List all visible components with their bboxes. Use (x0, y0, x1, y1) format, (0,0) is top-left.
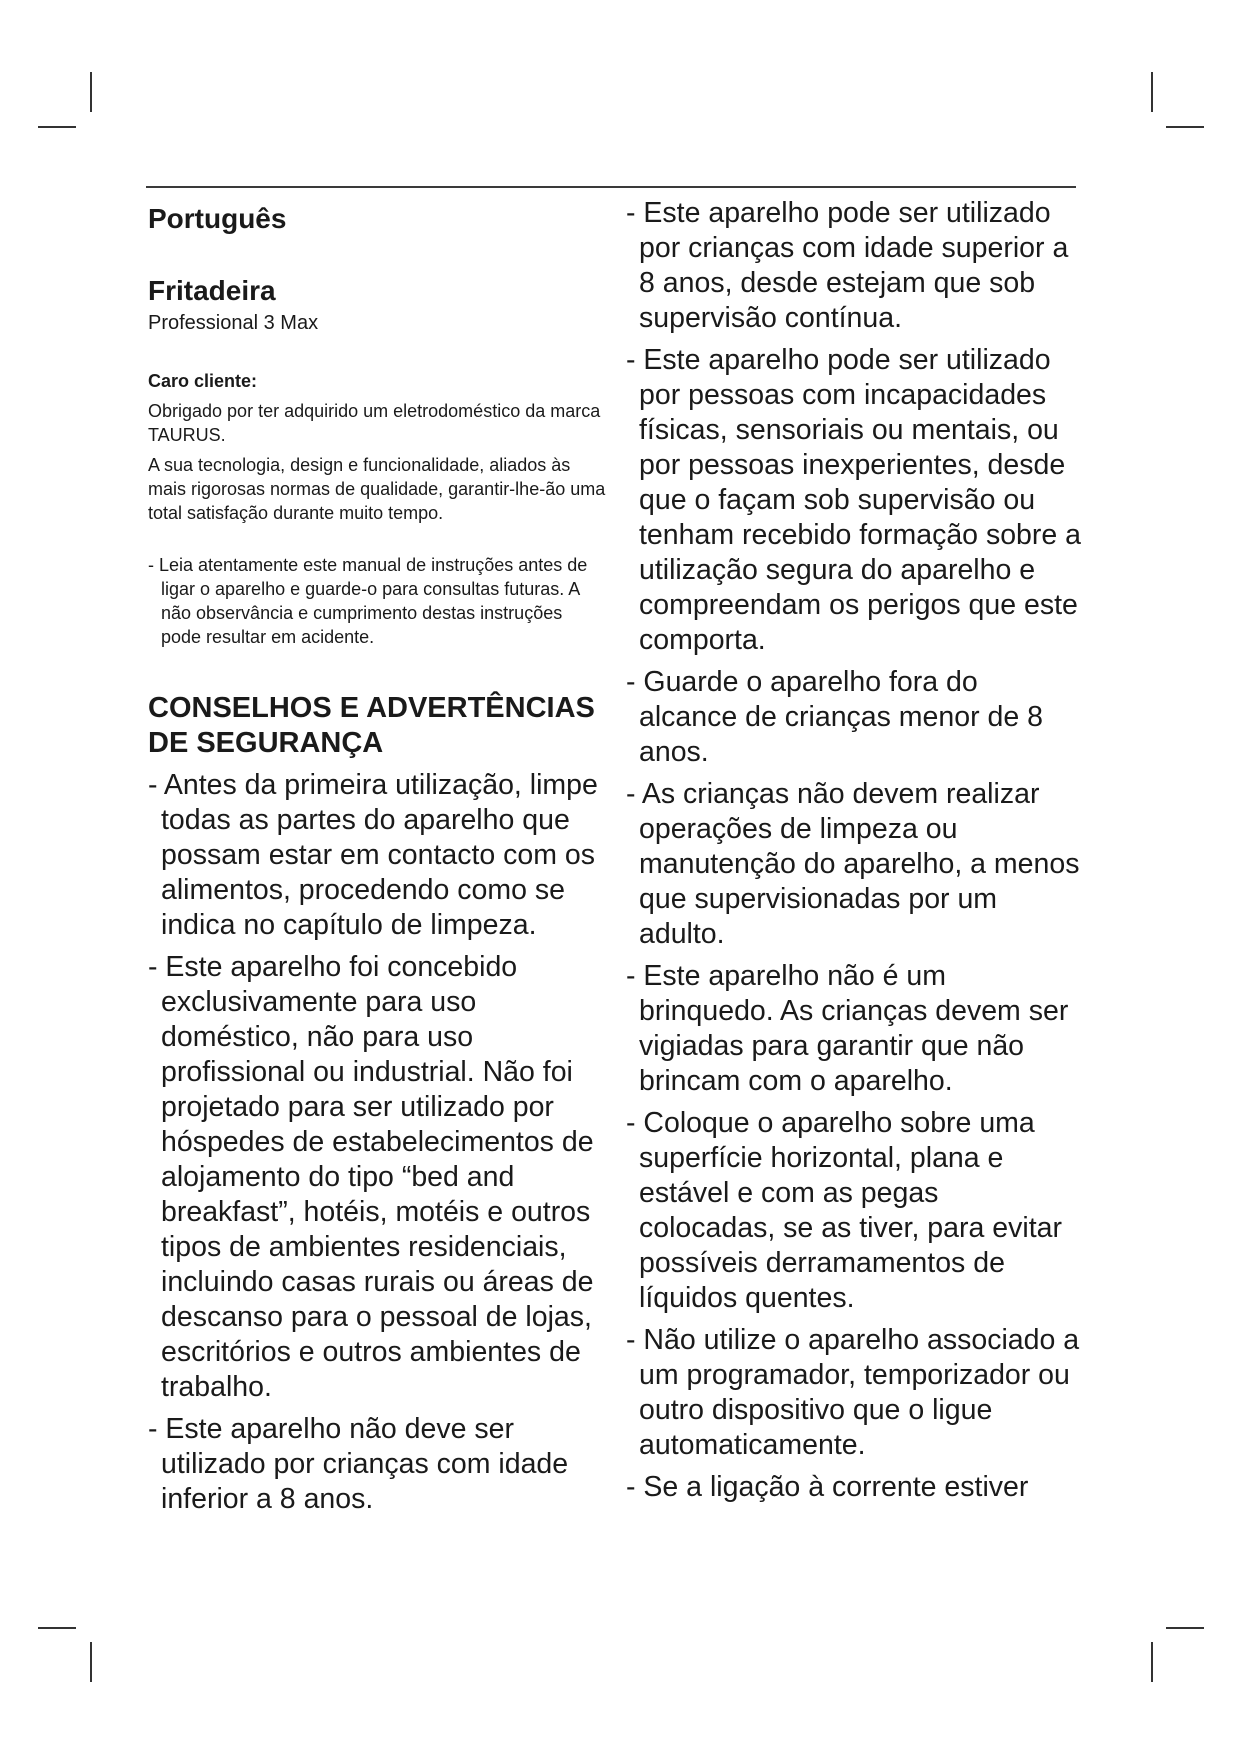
crop-mark-top-right-horizontal (1166, 126, 1204, 128)
list-item: - Este aparelho foi concebido exclusivamente para uso doméstico, não para uso profissional ou industrial. Não foi projetado para ser utilizado por hóspedes de estabelecimentos de alojamento do tipo “bed and breakfast”, hotéis, motéis e outros tipos de ambientes residenciais, incluindo casas rurais ou áreas de descanso para o pessoal de lojas, escritórios e outros ambientes de trabalho. (148, 950, 594, 1403)
list-item: - Este aparelho pode ser utilizado por crianças com idade superior a 8 anos, desde estejam que sob supervisão contínua. (626, 197, 1069, 334)
language-heading: Português (148, 203, 287, 234)
read-manual-note: - Leia atentamente este manual de instruções antes de ligar o aparelho e guarde-o para consultas futuras. A não observância e cumprimento destas instruções pode resultar em acidente. (148, 554, 588, 647)
list-item: - Guarde o aparelho fora do alcance de crianças menor de 8 anos. (626, 666, 1043, 768)
list-item: - As crianças não devem realizar operações de limpeza ou manutenção do aparelho, a menos que supervisionadas por um adulto. (626, 778, 1080, 950)
crop-mark-top-left-vertical (90, 72, 92, 112)
crop-mark-bottom-left-horizontal (38, 1627, 76, 1629)
safety-list-right (626, 196, 1081, 1505)
right-column (626, 196, 1081, 1505)
list-item: - Antes da primeira utilização, limpe todas as partes do aparelho que possam estar em contacto com os alimentos, procedendo como se indica no capítulo de limpeza. (148, 768, 598, 941)
product-title: Fritadeira (148, 274, 276, 306)
section-heading: CONSELHOS E ADVERTÊNCIAS DE SEGURANÇA (148, 691, 595, 759)
header-rule (146, 186, 1076, 188)
list-item: - Coloque o aparelho sobre uma superfície horizontal, plana e estável e com as pegas colocadas, se as tiver, para evitar possíveis derramamentos de líquidos quentes. (626, 1107, 1062, 1314)
product-model: Professional 3 Max (148, 312, 319, 335)
crop-mark-bottom-left-vertical (90, 1642, 92, 1682)
intro-paragraph: A sua tecnologia, design e funcionalidade, aliados às mais rigorosas normas de qualidade, garantir-lhe-ão uma total satisfação durante muito tempo. (148, 454, 606, 523)
list-item: - Este aparelho pode ser utilizado por pessoas com incapacidades físicas, sensoriais ou mentais, ou por pessoas inexperientes, desde que o façam sob supervisão ou tenham recebido formação sobre a utilização segura do aparelho e compreendam os perigos que este comporta. (626, 344, 1082, 656)
safety-list-left (148, 768, 606, 1517)
greeting: Caro cliente: (148, 371, 258, 392)
list-item: - Não utilize o aparelho associado a um programador, temporizador ou outro dispositivo que o ligue automaticamente. (626, 1324, 1080, 1461)
crop-mark-bottom-right-horizontal (1166, 1627, 1204, 1629)
crop-mark-top-right-vertical (1151, 72, 1153, 112)
list-item: - Este aparelho não é um brinquedo. As crianças devem ser vigiadas para garantir que não brincam com o aparelho. (626, 960, 1069, 1097)
crop-mark-top-left-horizontal (38, 126, 76, 128)
list-item: - Este aparelho não deve ser utilizado por crianças com idade inferior a 8 anos. (148, 1412, 569, 1515)
list-item: - Se a ligação à corrente estiver (626, 1471, 1029, 1503)
left-column (148, 196, 606, 1517)
crop-mark-bottom-right-vertical (1151, 1642, 1153, 1682)
intro-paragraph: Obrigado por ter adquirido um eletrodoméstico da marca TAURUS. (148, 400, 601, 445)
